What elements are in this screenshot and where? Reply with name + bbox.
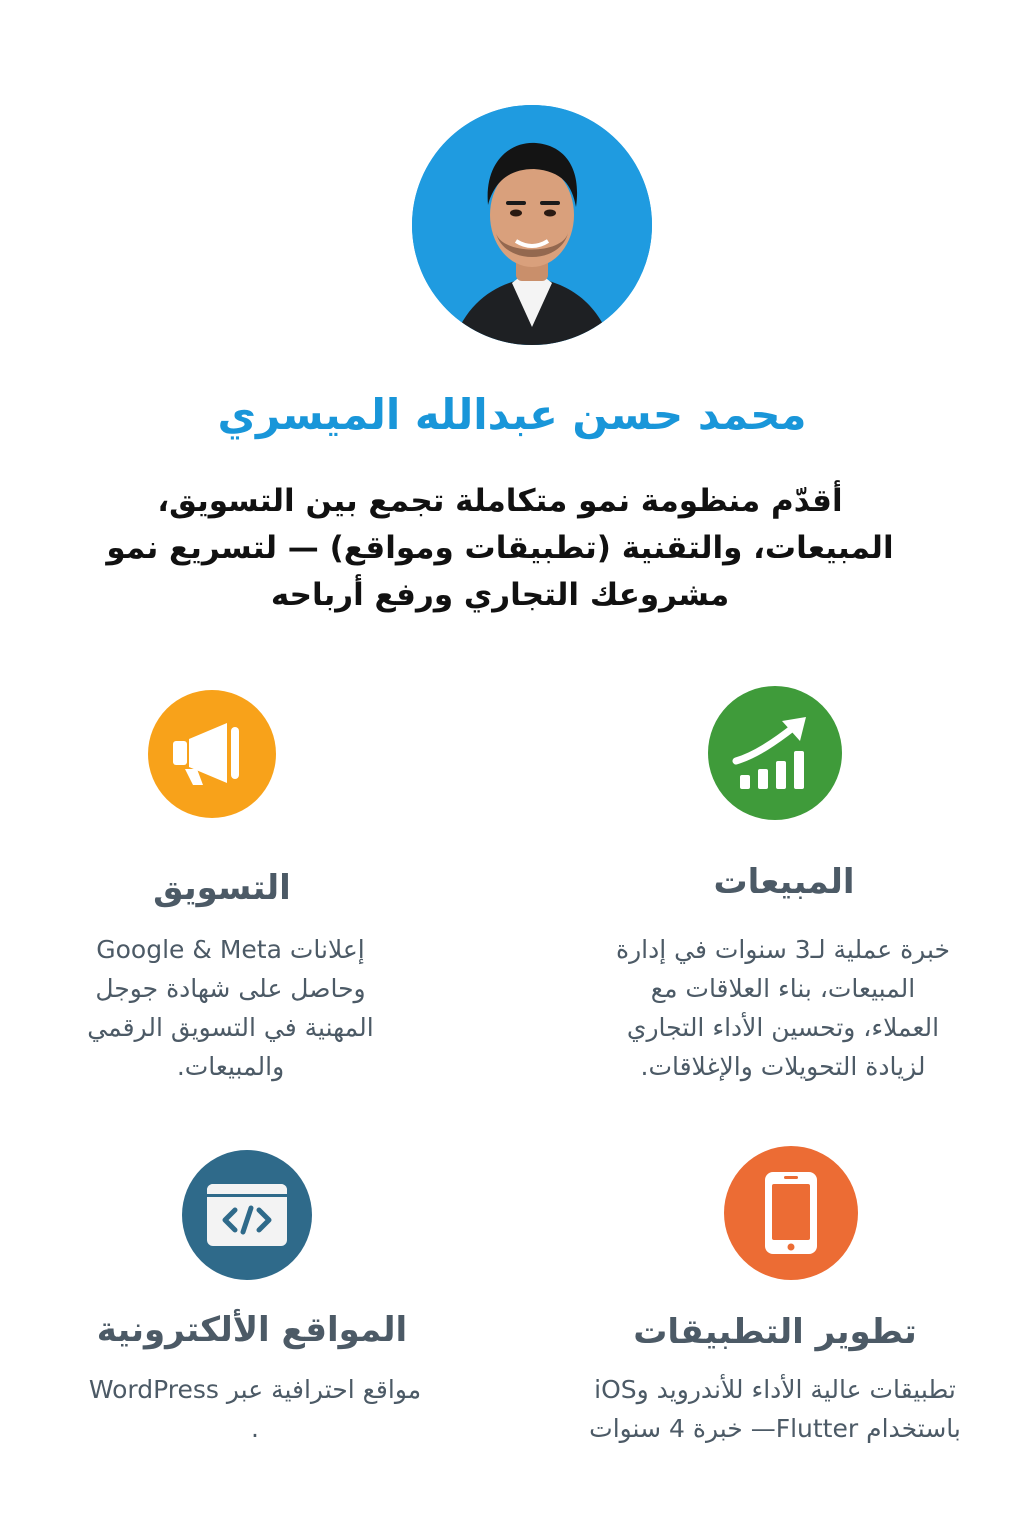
websites-description [40,1370,470,1448]
description-line: تطبيقات عالية الأداء للأندرويد وiOS [594,1375,956,1404]
description-line: والمبيعات. [176,1052,285,1081]
description-line: لزيادة التحويلات والإغلاقات. [640,1052,926,1081]
websites-title: المواقع الألكترونية [96,1310,408,1350]
smartphone-icon [763,1170,819,1256]
code-window-icon [205,1182,289,1248]
description-line: مواقع احترافية عبر WordPress [88,1375,422,1404]
websites-icon-circle [182,1150,312,1280]
description-line: خبرة عملية لـ3 سنوات في إدارة [616,935,950,964]
marketing-description [28,930,433,1086]
description-line: باستخدام Flutter— خبرة 4 سنوات [589,1414,961,1443]
growth-chart-icon [732,715,818,791]
description-line: العملاء، وتحسين الأداء التجاري [626,1013,940,1042]
sales-description [568,930,998,1086]
profile-avatar [412,105,652,345]
sales-icon-circle [708,686,842,820]
sales-title: المبيعات [713,862,855,902]
description-line: المبيعات، بناء العلاقات مع [650,974,916,1003]
apps-icon-circle [724,1146,858,1280]
intro-line: أقدّم منظومة نمو متكاملة تجمع بين التسويق، [157,483,843,519]
marketing-icon-circle [148,690,276,818]
apps-title: تطوير التطبيقات [633,1312,917,1352]
intro-line: مشروعك التجاري ورفع أرباحه [270,577,730,613]
description-line: إعلانات Google & Meta [96,935,365,964]
description-line: المهنية في التسويق الرقمي [87,1013,374,1042]
profile-photo [412,105,652,345]
description-line: وحاصل على شهادة جوجل [95,974,366,1003]
description-line: . [251,1414,259,1443]
apps-description [540,1370,1010,1448]
marketing-title: التسويق [153,868,291,908]
profile-intro [90,478,910,619]
intro-line: المبيعات، والتقنية (تطبيقات ومواقع) — لتسريع نمو [106,530,894,566]
profile-name: محمد حسن عبدالله الميسري [217,390,807,439]
megaphone-icon [167,719,257,789]
